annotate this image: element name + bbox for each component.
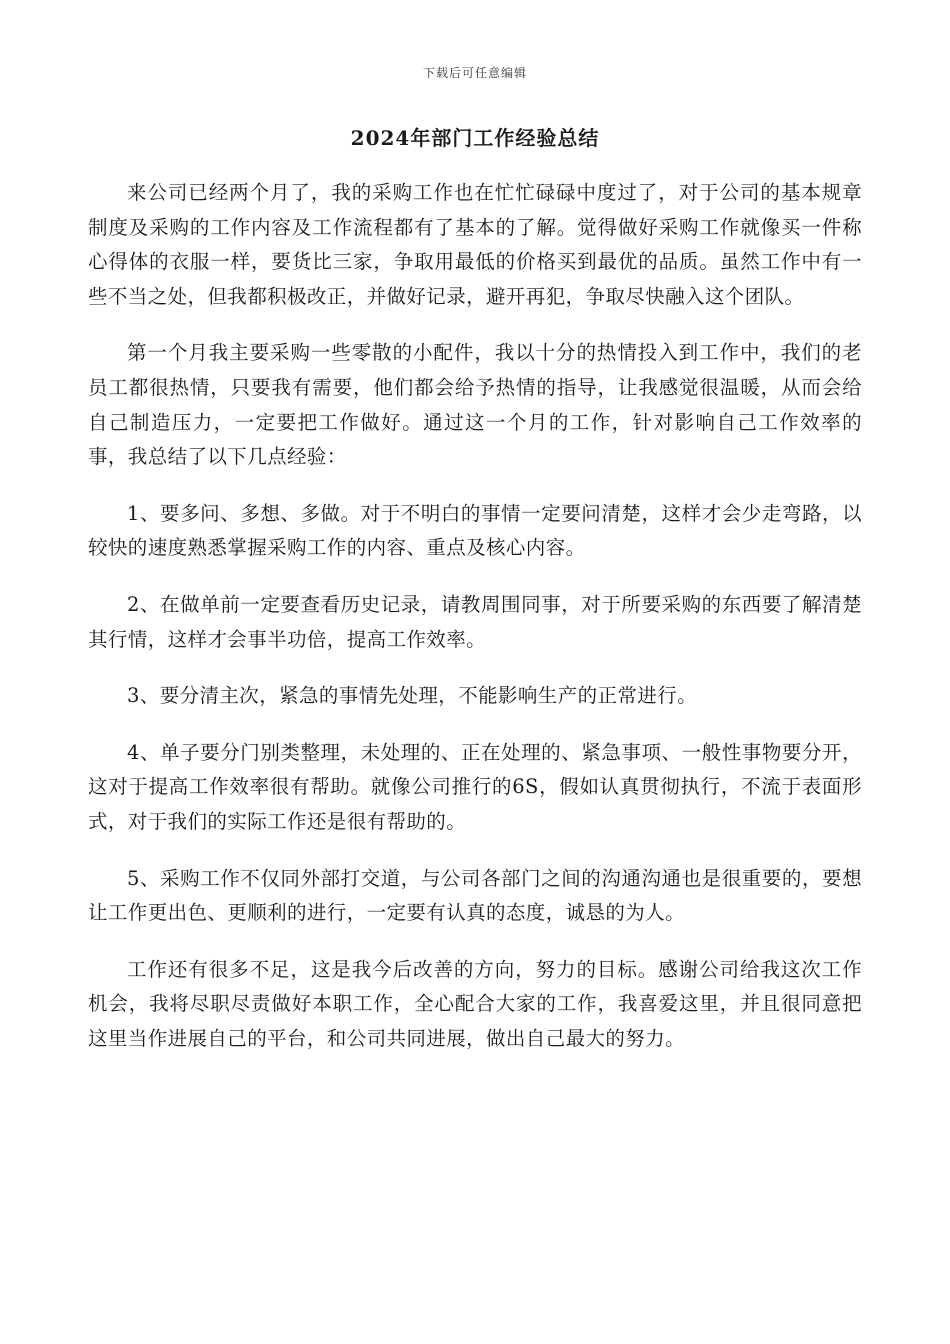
- paragraph-conclusion: 工作还有很多不足，这是我今后改善的方向，努力的目标。感谢公司给我这次工作机会，我将尽职尽责做好本职工作，全心配合大家的工作，我喜爱这里，并且很同意把这里当作进展自己的平台，和公司共同进展，做出自己最大的努力。: [88, 957, 862, 1050]
- paragraph-first-month: 第一个月我主要采购一些零散的小配件，我以十分的热情投入到工作中，我们的老员工都很热情，只要我有需要，他们都会给予热情的指导，让我感觉很温暖，从而会给自己制造压力，一定要把工作做好。通过这一个月的工作，针对影响自己工作效率的事，我总结了以下几点经验：: [88, 341, 862, 469]
- paragraph-point-5: 5、采购工作不仅同外部打交道，与公司各部门之间的沟通沟通也是很重要的，要想让工作更出色、更顺利的进行，一定要有认真的态度，诚恳的为人。: [88, 866, 862, 925]
- header-note: 下载后可任意编辑: [422, 66, 527, 80]
- paragraph-point-1: 1、要多问、多想、多做。对于不明白的事情一定要问清楚，这样才会少走弯路，以较快的速度熟悉掌握采购工作的内容、重点及核心内容。: [88, 501, 862, 560]
- paragraph-intro: 来公司已经两个月了，我的采购工作也在忙忙碌碌中度过了，对于公司的基本规章制度及采购的工作内容及工作流程都有了基本的了解。觉得做好采购工作就像买一件称心得体的衣服一样，要货比三家，争取用最低的价格买到最优的品质。虽然工作中有一些不当之处，但我都积极改正，并做好记录，避开再犯，争取尽快融入这个团队。: [88, 181, 862, 308]
- paragraph-point-2: 2、在做单前一定要查看历史记录，请教周围同事，对于所要采购的东西要了解清楚其行情，这样才会事半功倍，提高工作效率。: [88, 592, 862, 651]
- document-body: [88, 176, 862, 1078]
- document-title: 2024年部门工作经验总结: [350, 126, 600, 150]
- paragraph-point-3: 3、要分清主次，紧急的事情先处理，不能影响生产的正常进行。: [127, 684, 698, 708]
- paragraph-point-4: 4、单子要分门别类整理，未处理的、正在处理的、紧急事项、一般性事物要分开，这对于提高工作效率很有帮助。就像公司推行的6S，假如认真贯彻执行，不流于表面形式，对于我们的实际工作还是很有帮助的。: [88, 740, 862, 833]
